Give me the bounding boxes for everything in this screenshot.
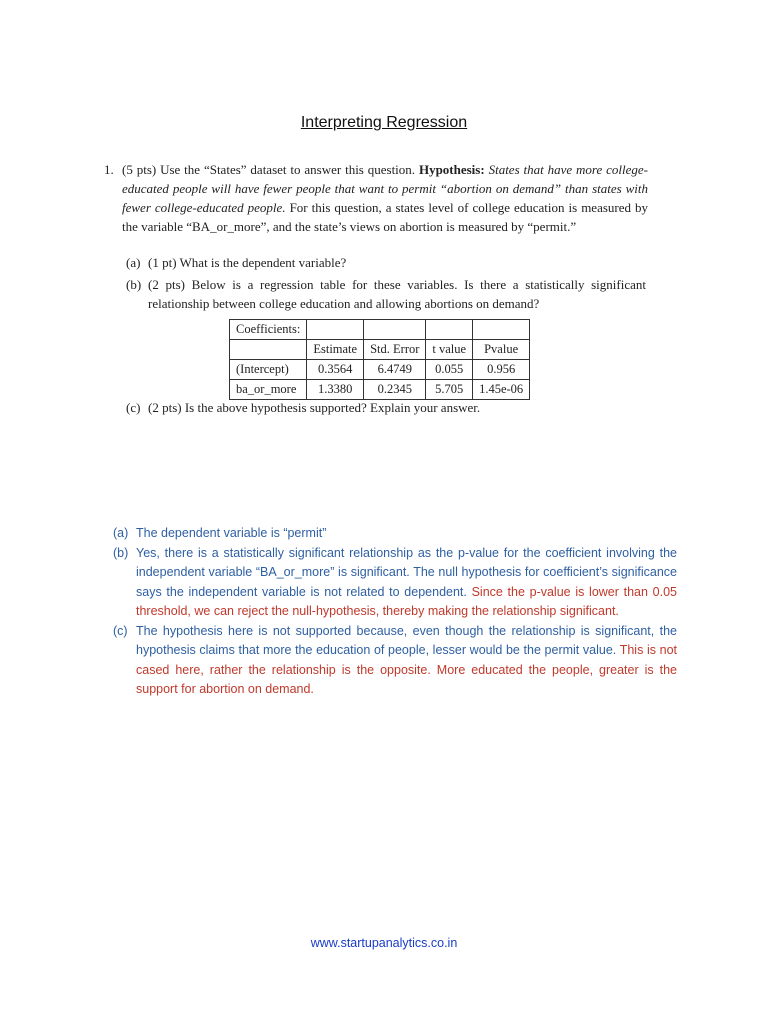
table-cell: ba_or_more xyxy=(230,380,307,400)
table-header: Estimate xyxy=(307,340,364,360)
answer-label: (a) xyxy=(113,526,129,540)
question-points: (5 pts) Use the “States” dataset to answer this question. xyxy=(122,162,416,177)
answer-text-blue: The hypothesis here is not supported because, even though the relationship is significant, the hypothesis claims that more the education of people, lesser would be the permit value. xyxy=(136,623,677,657)
question-text xyxy=(122,160,648,236)
answer-label: (c) xyxy=(113,623,128,638)
answer-c xyxy=(113,622,677,700)
footer-link[interactable]: www.startupanalytics.co.in xyxy=(310,936,458,950)
answer-label: (b) xyxy=(113,545,129,560)
regression-table xyxy=(229,319,530,400)
sub-question-text: (1 pt) What is the dependent variable? xyxy=(148,255,347,270)
table-row xyxy=(230,360,530,380)
question-1 xyxy=(104,160,648,236)
table-title-row xyxy=(230,320,530,340)
table-cell: 0.3564 xyxy=(307,360,364,380)
table-cell: 0.2345 xyxy=(364,380,426,400)
table-cell: 0.956 xyxy=(473,360,530,380)
question-rest: For this question, a states level of college education is measured by the variable “BA_or_more”, and the state’s views on abortion is measured by “permit.” xyxy=(122,200,649,234)
sub-question-label: (c) xyxy=(126,400,141,415)
table-cell: 5.705 xyxy=(426,380,473,400)
answer-text-blue: Yes, there is a statistically significant relationship as the p-value for the coefficient involving the independent variable “BA_or_more” is significant. The null hypothesis for coefficient’s significance says the independent variable is not related to dependent. xyxy=(136,545,677,599)
hypothesis-label: Hypothesis: xyxy=(418,162,485,177)
answers-section xyxy=(113,524,677,700)
table-header-row xyxy=(230,340,530,360)
sub-question-a xyxy=(126,253,646,272)
sub-question-label: (a) xyxy=(126,255,141,270)
answer-text: The dependent variable is “permit” xyxy=(136,526,327,540)
sub-question-c xyxy=(126,398,646,417)
table-cell: 6.4749 xyxy=(364,360,426,380)
table-title: Coefficients: xyxy=(230,320,307,340)
answer-text-red: This is not cased here, rather the relationship is the opposite. More educated the people, greater is the support for abortion on demand. xyxy=(136,643,678,696)
question-number: 1. xyxy=(104,162,114,177)
sub-question-text: (2 pts) Below is a regression table for these variables. Is there a statistically significant relationship between college education and allowing abortions on demand? xyxy=(148,277,646,311)
table-header: Pvalue xyxy=(473,340,530,360)
sub-question-text: (2 pts) Is the above hypothesis supported? Explain your answer. xyxy=(148,400,481,415)
answer-b xyxy=(113,544,677,622)
sub-question-label: (b) xyxy=(126,277,142,292)
table-cell: 1.3380 xyxy=(307,380,364,400)
hypothesis-text: States that have more college-educated people will have fewer people that want to permit “abortion on demand” than states with fewer college-educated people. xyxy=(122,162,649,215)
answer-text-red: Since the p-value is lower than 0.05 threshold, we can reject the null-hypothesis, thereby making the relationship significant. xyxy=(136,584,677,618)
table-cell: 1.45e-06 xyxy=(473,380,530,400)
table-cell: (Intercept) xyxy=(230,360,307,380)
page-title: Interpreting Regression xyxy=(300,114,468,131)
sub-question-b xyxy=(126,275,646,313)
table-row xyxy=(230,380,530,400)
answer-a xyxy=(113,524,677,544)
table-header: Std. Error xyxy=(364,340,426,360)
table-header: t value xyxy=(426,340,473,360)
table-cell: 0.055 xyxy=(426,360,473,380)
